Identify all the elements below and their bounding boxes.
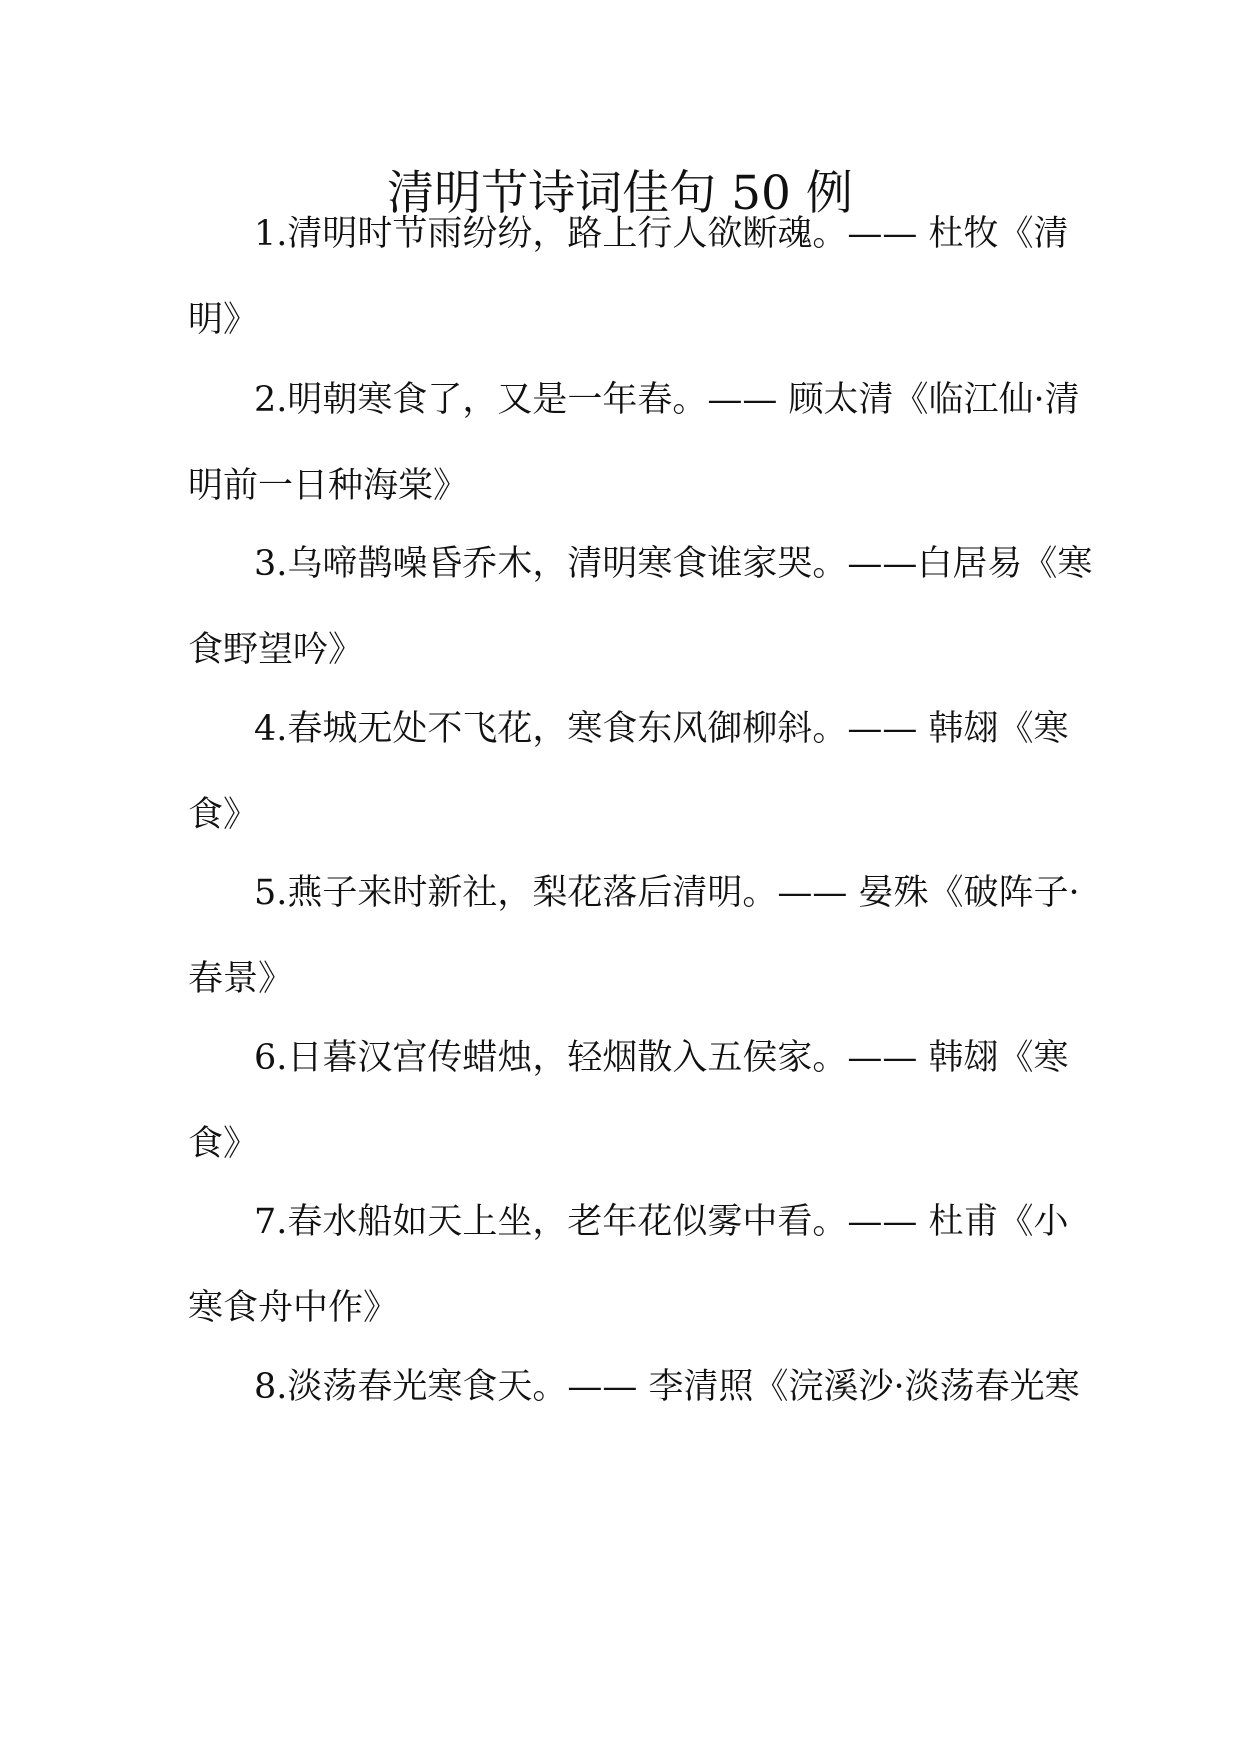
poem-entry-4-line-1: 4.春城无处不飞花，寒食东风御柳斜。—— 韩翃《寒 (254, 709, 1069, 749)
poem-entry-4-line-2: 食》 (188, 795, 259, 835)
poem-entry-3-line-2: 食野望吟》 (188, 630, 364, 670)
poem-entry-7-line-2: 寒食舟中作》 (188, 1288, 399, 1328)
poem-entry-7-line-1: 7.春水船如天上坐，老年花似雾中看。—— 杜甫《小 (254, 1202, 1069, 1242)
poem-entry-2-line-1: 2.明朝寒食了，又是一年春。—— 顾太清《临江仙·清 (254, 380, 1080, 420)
poem-entry-8-line-1: 8.淡荡春光寒食天。—— 李清照《浣溪沙·淡荡春光寒 (254, 1367, 1080, 1407)
poem-entry-3-line-1: 3.乌啼鹊噪昏乔木，清明寒食谁家哭。——白居易《寒 (254, 544, 1093, 584)
poem-entry-2-line-2: 明前一日种海棠》 (188, 466, 469, 506)
poem-entry-1-line-1: 1.清明时节雨纷纷，路上行人欲断魂。—— 杜牧《清 (254, 214, 1069, 254)
poem-entry-6-line-2: 食》 (188, 1124, 259, 1164)
document-title: 清明节诗词佳句 50 例 (387, 166, 853, 221)
poem-entry-5-line-1: 5.燕子来时新社，梨花落后清明。—— 晏殊《破阵子· (254, 873, 1080, 913)
poem-entry-6-line-1: 6.日暮汉宫传蜡烛，轻烟散入五侯家。—— 韩翃《寒 (254, 1038, 1069, 1078)
poem-entry-1-line-2: 明》 (188, 300, 259, 340)
poem-entry-5-line-2: 春景》 (188, 959, 294, 999)
